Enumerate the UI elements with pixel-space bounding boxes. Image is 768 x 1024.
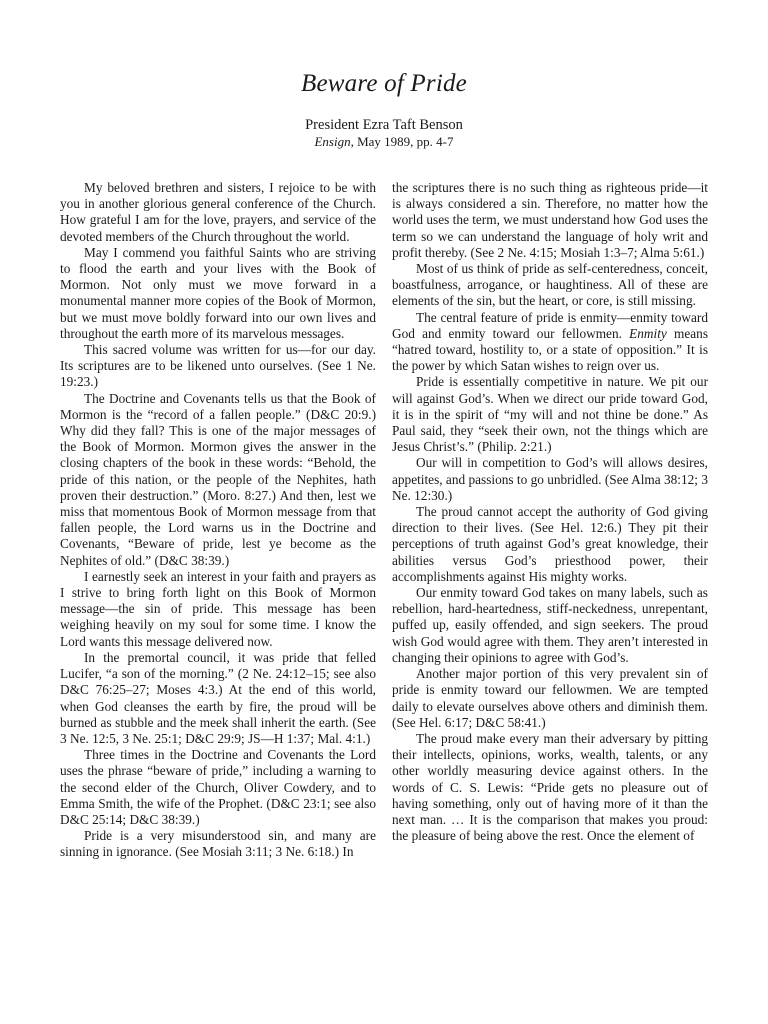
paragraph: Pride is a very misunderstood sin, and many are sinning in ignorance. (See Mosiah 3:11; 3 Ne. 6:18.) In bbox=[60, 828, 376, 860]
left-column bbox=[60, 180, 376, 861]
right-column bbox=[392, 180, 708, 844]
paragraph-continued: the scriptures there is no such thing as righteous pride—it is always considered a sin. Therefore, no matter how the world uses the term, we must understand how God uses the term so we can understand the language of holy writ and profit thereby. (See 2 Ne. 4:15; Mosiah 1:3–7; Alma 5:61.) bbox=[392, 180, 708, 260]
enmity-text-after: means “hatred toward, hostility to, or a state of opposition.” It is the power by which Satan wishes to reign over us. bbox=[392, 325, 708, 374]
paragraph: May I commend you faithful Saints who are striving to flood the earth and your lives with the Book of Mormon. Not only must we move forward in a monumental manner more copies of the Book of Mormon, but we must move boldly forward into our own lives and throughout the earth more of its marvelous messages. bbox=[60, 244, 376, 341]
paragraph: The proud make every man their adversary by pitting their intellects, opinions, works, wealth, talents, or any other worldly measuring device against others. In the words of C. S. Lewis: “Pride gets no pleasure out of having something, only out of having more of it than the next man. … It is the comparison that makes you proud: the pleasure of being above the rest. Once the element of bbox=[392, 730, 708, 844]
source-details: , May 1989, pp. 4-7 bbox=[350, 134, 454, 149]
paragraph: Our enmity toward God takes on many labels, such as rebellion, hard-heartedness, stiff-neckedness, unrepentant, puffed up, easily offended, and sign seekers. The proud wish God would agree with them. They aren’t interested in changing their opinions to agree with God’s. bbox=[392, 585, 708, 665]
paragraph: Three times in the Doctrine and Covenants the Lord uses the phrase “beware of pride,” including a warning to the second elder of the Church, Oliver Cowdery, and to Emma Smith, the wife of the Prophet. (D&C 23:1; see also D&C 25:14; D&C 38:39.) bbox=[60, 747, 376, 827]
paragraph: Most of us think of pride as self-centeredness, conceit, boastfulness, arrogance, or haughtiness. All of these are elements of the sin, but the heart, or core, is still missing. bbox=[392, 261, 708, 309]
paragraph: The proud cannot accept the authority of God giving direction to their lives. (See Hel. 12:6.) They pit their perceptions of truth against God’s great knowledge, their abilities versus God’s priesthood power, their accomplishments against His mighty works. bbox=[392, 504, 708, 584]
enmity-text-before: The central feature of pride is enmity—enmity toward God and enmity toward our fellowmen. bbox=[392, 309, 708, 341]
paragraph: Our will in competition to God’s will allows desires, appetites, and passions to go unbridled. (See Alma 38:12; 3 Ne. 12:30.) bbox=[392, 455, 708, 503]
paragraph: The Doctrine and Covenants tells us that the Book of Mormon is the “record of a fallen people.” (D&C 20:9.) Why did they fall? This is one of the major messages of the Book of Mormon. Mormon gives the answer in the closing chapters of the book in these words: “Behold, the pride of this nation, or the people of the Nephites, hath proven their destruction.” (Moro. 8:27.) And then, lest we miss that momentous Book of Mormon message from that fallen people, the Lord warns us in the Doctrine and Covenants, “Beware of pride, lest ye become as the Nephites of old.” (D&C 38:39.) bbox=[60, 390, 376, 568]
source-publication: Ensign bbox=[314, 134, 351, 149]
paragraph: Another major portion of this very prevalent sin of pride is enmity toward our fellowmen. We are tempted daily to elevate ourselves above others and diminish them. (See Hel. 6:17; D&C 58:41.) bbox=[392, 666, 708, 730]
enmity-italic-word: Enmity bbox=[629, 325, 667, 341]
document-title: Beware of Pride bbox=[301, 70, 467, 97]
document-source bbox=[0, 134, 768, 150]
paragraph: This sacred volume was written for us—for our day. Its scriptures are to be likened unto ourselves. (See 1 Ne. 19:23.) bbox=[60, 342, 376, 390]
document-author: President Ezra Taft Benson bbox=[305, 117, 463, 133]
paragraph: Pride is essentially competitive in nature. We pit our will against God’s. When we direct our pride toward God, it is in the spirit of “my will and not thine be done.” As Paul said, they “seek their own, not the things which are Jesus Christ’s.” (Philip. 2:21.) bbox=[392, 374, 708, 455]
paragraph: My beloved brethren and sisters, I rejoice to be with you in another glorious general conference of the Church. How grateful I am for the love, prayers, and service of the devoted members of the Church throughout the world. bbox=[60, 180, 376, 244]
paragraph: In the premortal council, it was pride that felled Lucifer, “a son of the morning.” (2 Ne. 24:12–15; see also D&C 76:25–27; Moses 4:3.) At the end of this world, when God cleanses the earth by fire, the proud will be burned as stubble and the meek shall inherit the earth. (See 3 Ne. 12:5, 3 Ne. 25:1; D&C 29:9; JS—H 1:37; Mal. 4:1.) bbox=[60, 649, 376, 746]
paragraph: I earnestly seek an interest in your faith and prayers as I strive to bring forth light on this Book of Mormon message—the sin of pride. This message has been weighing heavily on my soul for some time. I know the Lord wants this message delivered now. bbox=[60, 568, 376, 649]
paragraph-enmity bbox=[392, 310, 708, 375]
